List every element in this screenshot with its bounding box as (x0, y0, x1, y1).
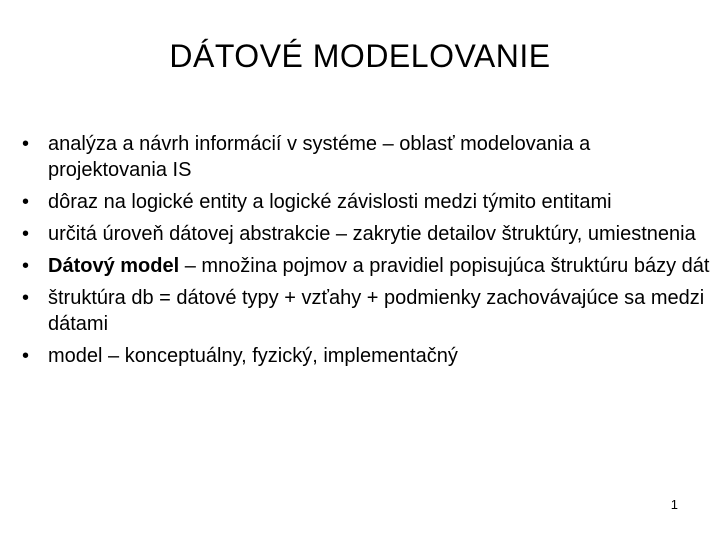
bullet-item (22, 253, 712, 279)
bullet-bold-text: Dátový model (48, 255, 180, 277)
bullet-marker: • (22, 345, 30, 367)
bullet-item (22, 221, 712, 247)
bullet-item (22, 189, 712, 215)
bullet-list (22, 131, 712, 375)
bullet-item (22, 131, 712, 183)
bullet-marker: • (22, 223, 30, 245)
bullet-marker: • (22, 191, 30, 213)
bullet-marker: • (22, 255, 30, 277)
bullet-text: – množina pojmov a pravidiel popisujúca štruktúru bázy dát (179, 255, 710, 277)
bullet-item (22, 285, 712, 337)
page-number: 1 (670, 497, 678, 512)
bullet-marker: • (22, 287, 30, 309)
bullet-text: analýza a návrh informácií v systéme – oblasť modelovania a projektovania IS (48, 133, 591, 181)
bullet-text: určitá úroveň dátovej abstrakcie – zakrytie detailov štruktúry, umiestnenia (48, 223, 696, 245)
bullet-marker: • (22, 133, 30, 155)
bullet-text: dôraz na logické entity a logické závislosti medzi týmito entitami (48, 191, 612, 213)
bullet-item (22, 343, 712, 369)
slide-title: DÁTOVÉ MODELOVANIE (169, 38, 551, 74)
bullet-text: štruktúra db = dátové typy + vzťahy + podmienky zachovávajúce sa medzi dátami (48, 287, 705, 335)
bullet-text: model – konceptuálny, fyzický, implementačný (48, 345, 458, 367)
